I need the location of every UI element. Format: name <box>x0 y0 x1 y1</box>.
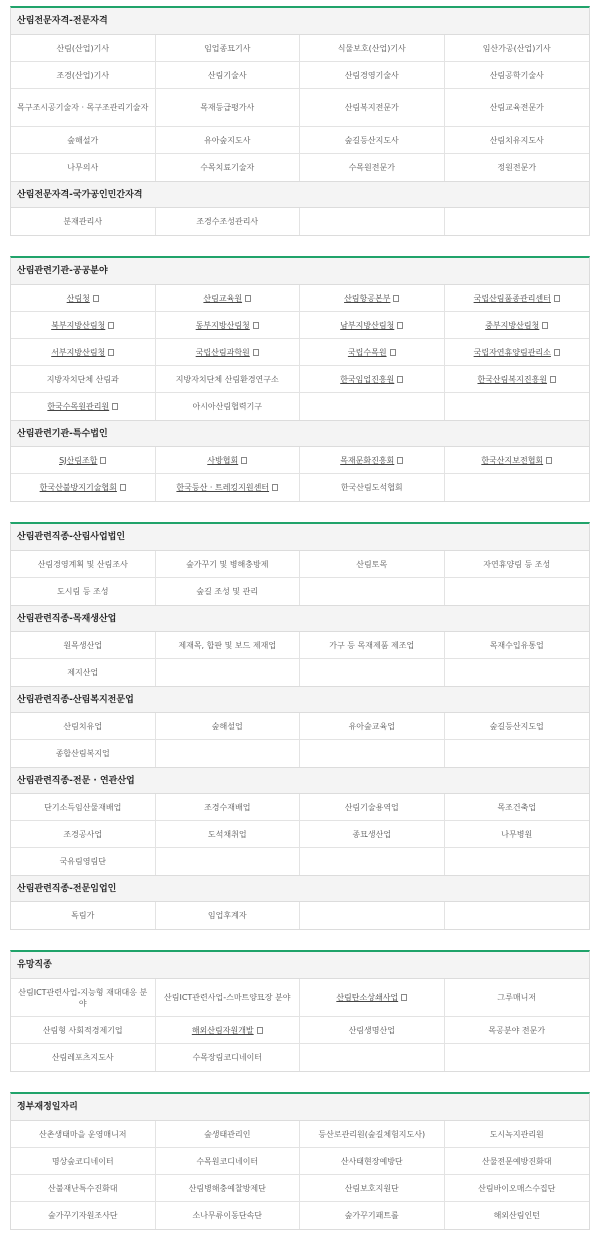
copy-icon <box>93 295 99 302</box>
grid-item <box>156 632 301 659</box>
grid-item <box>156 62 301 89</box>
grid-item <box>11 659 156 686</box>
item-grid <box>11 208 589 235</box>
item-grid <box>11 632 589 686</box>
copy-icon <box>241 457 247 464</box>
item-label: 명상숲코디네이터 <box>51 1156 114 1166</box>
item-label: 임업종묘기사 <box>204 43 251 53</box>
grid-item <box>300 551 445 578</box>
item-label: 목조건축업 <box>497 802 537 812</box>
section-block <box>10 1092 590 1230</box>
item-label: 산림ICT관련사업-스마트양묘장 분야 <box>164 993 291 1002</box>
item-label: 산림치유지도사 <box>489 135 544 145</box>
grid-item <box>445 127 590 154</box>
copy-icon <box>546 457 552 464</box>
grid-item <box>300 794 445 821</box>
item-grid <box>11 794 589 875</box>
grid-item <box>156 1121 301 1148</box>
item-label: 해외산림자원개발 <box>191 1025 254 1035</box>
section-block <box>10 522 590 930</box>
item-label: 도시녹지관리원 <box>489 1129 544 1139</box>
item-label: 산불재난특수진화대 <box>47 1183 118 1193</box>
grid-item <box>300 127 445 154</box>
grid-item <box>11 89 156 127</box>
item-label: 종합산림복지업 <box>55 749 110 758</box>
item-label: 목재문화진흥회 <box>340 455 395 465</box>
grid-item <box>11 713 156 740</box>
empty-cell <box>300 848 445 875</box>
grid-item <box>445 632 590 659</box>
item-label: 서부지방산림청 <box>51 347 106 357</box>
item-label: 수목치료기술자 <box>200 163 255 172</box>
grid-item <box>11 848 156 875</box>
grid-item <box>445 154 590 181</box>
item-label: 해외산림인턴 <box>493 1211 540 1220</box>
item-label: 단기소득임산물재배업 <box>44 802 122 812</box>
item-label: 숲해설가 <box>67 135 99 145</box>
empty-cell <box>445 578 590 605</box>
item-label: 도석채취업 <box>207 829 247 839</box>
section-title: 산림관련직종-산림사업법인 <box>11 524 589 551</box>
item-grid <box>11 1121 589 1229</box>
copy-icon <box>120 484 126 491</box>
grid-item <box>156 1175 301 1202</box>
copy-icon <box>253 322 259 329</box>
grid-item <box>445 794 590 821</box>
item-label: 산림경영계획 및 산림조사 <box>37 559 128 569</box>
item-label: 아시아산림협력기구 <box>192 402 263 411</box>
item-label: 산림병해충예찰방제단 <box>188 1183 266 1193</box>
org-link[interactable] <box>156 447 301 474</box>
grid-item <box>156 208 301 235</box>
empty-cell <box>300 1044 445 1071</box>
grid-item <box>300 821 445 848</box>
copy-icon <box>112 403 118 410</box>
grid-item <box>445 551 590 578</box>
item-label: 숲해설업 <box>211 721 243 731</box>
empty-cell <box>300 659 445 686</box>
item-label: 조경수재배업 <box>204 802 251 812</box>
item-label: 숲길등산지도사 <box>344 135 399 145</box>
item-grid <box>11 35 589 181</box>
grid-item <box>445 713 590 740</box>
item-label: 나무의사 <box>67 163 99 172</box>
grid-item <box>11 1017 156 1044</box>
org-link[interactable] <box>445 285 590 312</box>
grid-item <box>11 1121 156 1148</box>
grid-item <box>156 902 301 929</box>
section-block <box>10 6 590 236</box>
item-grid <box>11 447 589 501</box>
item-label: 조경공사업 <box>63 829 103 839</box>
empty-cell <box>300 208 445 235</box>
item-grid <box>11 551 589 605</box>
item-label: 한국산림도석협회 <box>340 483 403 492</box>
org-link[interactable] <box>11 393 156 420</box>
item-label: 산림보호지원단 <box>344 1183 399 1193</box>
grid-item <box>300 35 445 62</box>
org-link[interactable] <box>300 312 445 339</box>
empty-cell <box>156 848 301 875</box>
item-label: 국립수목원 <box>347 347 387 357</box>
org-link[interactable] <box>300 447 445 474</box>
copy-icon <box>253 349 259 356</box>
item-label: 산림토목 <box>356 559 388 569</box>
grid-item <box>300 1017 445 1044</box>
grid-item <box>445 1202 590 1229</box>
org-link[interactable] <box>156 339 301 366</box>
item-label: 숲가꾸기자원조사단 <box>47 1211 118 1220</box>
section-title: 산림관련직종-목재생산업 <box>11 605 589 632</box>
empty-cell <box>156 659 301 686</box>
grid-item <box>445 1017 590 1044</box>
grid-item <box>156 821 301 848</box>
copy-icon <box>401 994 407 1001</box>
item-label: 남부지방산림청 <box>340 320 395 330</box>
grid-item <box>11 821 156 848</box>
grid-item <box>11 1202 156 1229</box>
org-link[interactable] <box>11 474 156 501</box>
item-label: 국유림영림단 <box>59 857 106 866</box>
grid-item <box>11 1044 156 1071</box>
section-block <box>10 950 590 1072</box>
grid-item <box>300 1175 445 1202</box>
grid-item <box>11 740 156 767</box>
grid-item <box>300 1202 445 1229</box>
org-link[interactable] <box>11 447 156 474</box>
grid-item <box>156 578 301 605</box>
grid-item <box>445 1121 590 1148</box>
org-link[interactable] <box>300 366 445 393</box>
grid-item <box>300 1121 445 1148</box>
grid-item <box>445 62 590 89</box>
copy-icon <box>100 457 106 464</box>
grid-item <box>11 632 156 659</box>
empty-cell <box>300 578 445 605</box>
item-label: 조경(산업)기사 <box>56 70 110 80</box>
grid-item <box>11 35 156 62</box>
item-label: 정원전문가 <box>497 163 537 172</box>
item-label: 독림가 <box>71 911 95 920</box>
item-label: 나무병원 <box>501 829 533 839</box>
item-label: 수목원코디네이터 <box>196 1156 259 1166</box>
item-label: 분재관리사 <box>63 217 103 226</box>
empty-cell <box>445 474 590 501</box>
grid-item <box>11 1148 156 1175</box>
item-label: 소나무류이동단속단 <box>192 1211 263 1220</box>
item-label: 산림복지전문가 <box>344 103 399 112</box>
grid-item <box>156 794 301 821</box>
item-label: 산림생명산업 <box>348 1025 395 1035</box>
section-title: 산림관련직종-산림복지전문업 <box>11 686 589 713</box>
section-title: 산림전문자격-전문자격 <box>11 8 589 35</box>
org-link[interactable] <box>11 285 156 312</box>
section-title: 산림관련기관-특수법인 <box>11 420 589 447</box>
item-label: 목재등급평가사 <box>200 103 255 112</box>
grid-item <box>156 89 301 127</box>
empty-cell <box>300 902 445 929</box>
grid-item <box>11 154 156 181</box>
org-link[interactable] <box>11 312 156 339</box>
item-label: 산림항공본부 <box>344 293 391 303</box>
grid-item <box>445 821 590 848</box>
empty-cell <box>300 393 445 420</box>
item-label: 한국임업진흥원 <box>340 374 395 384</box>
grid-item <box>156 127 301 154</box>
org-link[interactable] <box>300 285 445 312</box>
section-title: 정부재정일자리 <box>11 1094 589 1121</box>
item-label: 국립산림과학원 <box>195 347 250 357</box>
item-label: 가구 등 목재제품 제조업 <box>329 640 415 650</box>
item-label: 지방자치단체 산림과 <box>46 374 119 384</box>
grid-item <box>11 366 156 393</box>
grid-item <box>156 154 301 181</box>
section-title: 산림관련직종-전문임업인 <box>11 875 589 902</box>
item-label: 산림공학기술사 <box>489 70 544 80</box>
item-label: 숲길등산지도업 <box>489 721 544 731</box>
copy-icon <box>108 322 114 329</box>
item-label: 등산로관리원(숲길체험지도사) <box>318 1129 426 1139</box>
item-label: 지방자치단체 산림환경연구소 <box>175 374 279 384</box>
item-label: 숲생태관리인 <box>204 1129 251 1139</box>
grid-item <box>11 979 156 1017</box>
item-label: 산림경영기술사 <box>344 70 399 80</box>
item-label: 제지산업 <box>67 668 99 677</box>
item-label: 목공분야 전문가 <box>488 1025 546 1035</box>
grid-item <box>156 1044 301 1071</box>
grid-item <box>156 713 301 740</box>
empty-cell <box>445 659 590 686</box>
grid-item <box>11 794 156 821</box>
item-label: 산림기술용역업 <box>344 802 399 812</box>
copy-icon <box>554 349 560 356</box>
section-title: 산림전문자격-국가공인민간자격 <box>11 181 589 208</box>
grid-item <box>156 393 301 420</box>
item-label: 임업후계자 <box>207 911 247 920</box>
org-link[interactable] <box>300 979 445 1017</box>
grid-item <box>11 127 156 154</box>
empty-cell <box>445 902 590 929</box>
item-label: 산사태현장예방단 <box>340 1156 403 1166</box>
grid-item <box>300 62 445 89</box>
item-label: 산림ICT관련사업-지능형 재대대응 분야 <box>18 987 148 1008</box>
item-label: 목재수입유통업 <box>489 640 544 650</box>
copy-icon <box>397 457 403 464</box>
org-link[interactable] <box>445 339 590 366</box>
org-link[interactable] <box>445 447 590 474</box>
item-label: 식물보호(산업)기사 <box>337 43 406 53</box>
grid-item <box>156 1148 301 1175</box>
item-label: 한국산불방지기술협회 <box>39 483 117 492</box>
grid-item <box>445 1148 590 1175</box>
item-label: 사방협회 <box>207 455 239 465</box>
item-label: 숲가꾸기패트롤 <box>344 1211 399 1220</box>
empty-cell <box>445 1044 590 1071</box>
grid-item <box>445 979 590 1017</box>
item-grid <box>11 713 589 767</box>
grid-item <box>300 474 445 501</box>
item-label: 동부지방산림청 <box>195 320 250 330</box>
item-label: 산림(산업)기사 <box>56 43 110 53</box>
item-label: 한국수목원관리원 <box>47 402 110 411</box>
item-label: 유아숲지도사 <box>204 135 251 145</box>
item-label: 숲가꾸기 및 병해충방제 <box>186 559 269 569</box>
empty-cell <box>445 740 590 767</box>
item-label: 자연휴양림 등 조성 <box>483 559 551 569</box>
item-label: 한국산림복지진흥원 <box>477 374 548 384</box>
copy-icon <box>397 376 403 383</box>
item-label: 한국산지보전협회 <box>481 455 544 465</box>
item-label: 산림치유업 <box>63 721 103 731</box>
grid-item <box>156 35 301 62</box>
item-label: 산림교육전문가 <box>489 103 544 112</box>
empty-cell <box>156 740 301 767</box>
empty-cell <box>445 848 590 875</box>
copy-icon <box>245 295 251 302</box>
org-link[interactable] <box>156 474 301 501</box>
grid-item <box>156 551 301 578</box>
item-label: 산림기술사 <box>207 70 247 80</box>
item-label: 한국등산 · 트레킹지원센터 <box>176 483 270 492</box>
item-label: 임산가공(산업)기사 <box>482 43 551 53</box>
copy-icon <box>550 376 556 383</box>
empty-cell <box>300 740 445 767</box>
item-label: 조경수조성관리사 <box>196 217 259 226</box>
grid-item <box>156 979 301 1017</box>
grid-item <box>300 713 445 740</box>
section-title: 유망직종 <box>11 952 589 979</box>
item-label: 산림교육원 <box>203 293 243 303</box>
section-title: 산림관련직종-전문 · 연관산업 <box>11 767 589 794</box>
grid-item <box>156 366 301 393</box>
item-label: 산물전문예방진화대 <box>481 1156 552 1166</box>
copy-icon <box>272 484 278 491</box>
item-label: 도시림 등 조성 <box>57 587 109 596</box>
copy-icon <box>390 349 396 356</box>
item-grid <box>11 979 589 1071</box>
grid-item <box>11 208 156 235</box>
copy-icon <box>108 349 114 356</box>
grid-item <box>11 551 156 578</box>
org-link[interactable] <box>156 312 301 339</box>
item-label: 수목원전문가 <box>348 163 395 172</box>
item-label: 국립산림품종관리센터 <box>473 293 551 303</box>
item-label: 산림형 사회적경제기업 <box>42 1025 123 1035</box>
copy-icon <box>554 295 560 302</box>
grid-item <box>11 902 156 929</box>
item-label: 산림탄소상쇄사업 <box>336 993 399 1002</box>
item-label: 산림레포츠지도사 <box>51 1053 114 1062</box>
item-label: 산림바이오매스수집단 <box>478 1183 556 1193</box>
page-root <box>0 6 600 1230</box>
grid-item <box>300 154 445 181</box>
grid-item <box>156 1202 301 1229</box>
org-link[interactable] <box>445 366 590 393</box>
copy-icon <box>393 295 399 302</box>
item-grid <box>11 285 589 420</box>
org-link[interactable] <box>445 312 590 339</box>
org-link[interactable] <box>300 339 445 366</box>
item-label: 숲길 조성 및 관리 <box>196 587 259 596</box>
item-label: 중부지방산림청 <box>485 320 540 330</box>
grid-item <box>11 1175 156 1202</box>
item-label: 제재목, 합판 및 보드 제재업 <box>178 640 277 650</box>
grid-item <box>11 62 156 89</box>
item-label: 북부지방산림청 <box>51 320 106 330</box>
grid-item <box>445 35 590 62</box>
copy-icon <box>397 322 403 329</box>
grid-item <box>300 632 445 659</box>
item-label: 산촌생태마을 운영매니저 <box>38 1129 127 1139</box>
section-title: 산림관련기관-공공분야 <box>11 258 589 285</box>
item-label: 그루매니저 <box>497 993 537 1002</box>
copy-icon <box>257 1027 263 1034</box>
item-label: 국립자연휴양림관리소 <box>473 347 551 357</box>
empty-cell <box>445 208 590 235</box>
grid-item <box>11 578 156 605</box>
empty-cell <box>445 393 590 420</box>
org-link[interactable] <box>11 339 156 366</box>
section-block <box>10 256 590 502</box>
org-link[interactable] <box>156 1017 301 1044</box>
item-label: 수목장림코디네이터 <box>192 1053 263 1062</box>
grid-item <box>445 1175 590 1202</box>
grid-item <box>445 89 590 127</box>
item-label: SJ산림조합 <box>59 455 98 465</box>
copy-icon <box>542 322 548 329</box>
item-grid <box>11 902 589 929</box>
grid-item <box>300 1148 445 1175</box>
org-link[interactable] <box>156 285 301 312</box>
item-label: 목구조시공기술자 · 목구조관리기술자 <box>17 103 149 112</box>
grid-item <box>300 89 445 127</box>
item-label: 유아숲교육업 <box>348 721 395 731</box>
item-label: 산림청 <box>66 293 90 303</box>
item-label: 종묘생산업 <box>352 829 392 839</box>
item-label: 원목생산업 <box>63 640 103 650</box>
